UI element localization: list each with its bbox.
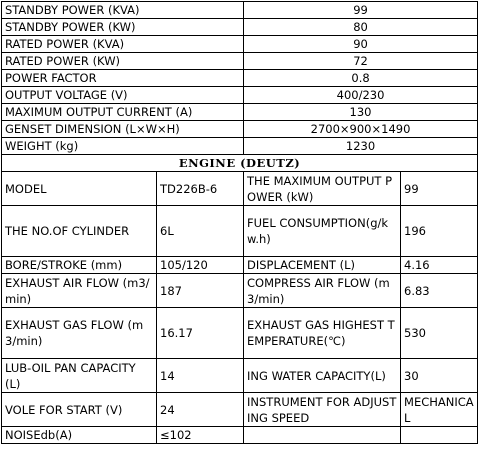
spec-label: STANDBY POWER (KVA)	[2, 2, 244, 19]
engine-value: 99	[401, 172, 478, 206]
engine-row	[2, 206, 478, 257]
engine-label: BORE/STROKE (mm)	[2, 257, 157, 274]
spec-row	[2, 87, 478, 104]
engine-value: 24	[157, 393, 244, 427]
spec-value: 400/230	[244, 87, 478, 104]
spec-label: GENSET DIMENSION (L×W×H)	[2, 121, 244, 138]
engine-row	[2, 359, 478, 393]
engine-row	[2, 257, 478, 274]
spec-value: 72	[244, 53, 478, 70]
engine-row	[2, 427, 478, 444]
engine-value: 530	[401, 308, 478, 359]
spec-value: 130	[244, 104, 478, 121]
engine-label: MODEL	[2, 172, 157, 206]
spec-row	[2, 104, 478, 121]
engine-row	[2, 393, 478, 427]
genset-spec-table	[1, 1, 478, 444]
engine-value: 6L	[157, 206, 244, 257]
spec-value: 1230	[244, 138, 478, 155]
engine-label	[244, 427, 401, 444]
engine-row	[2, 274, 478, 308]
engine-label: FUEL CONSUMPTION(g/kw.h)	[244, 206, 401, 257]
spec-label: WEIGHT (kg)	[2, 138, 244, 155]
engine-label: VOLE FOR START (V)	[2, 393, 157, 427]
engine-value: MECHANICAL	[401, 393, 478, 427]
engine-value: TD226B-6	[157, 172, 244, 206]
spec-row	[2, 138, 478, 155]
engine-value: 196	[401, 206, 478, 257]
engine-value: 105/120	[157, 257, 244, 274]
engine-row	[2, 172, 478, 206]
engine-value: ≤102	[157, 427, 244, 444]
engine-row	[2, 308, 478, 359]
engine-value: 6.83	[401, 274, 478, 308]
spec-row	[2, 53, 478, 70]
spec-label: MAXIMUM OUTPUT CURRENT (A)	[2, 104, 244, 121]
spec-label: OUTPUT VOLTAGE (V)	[2, 87, 244, 104]
spec-label: STANDBY POWER (KW)	[2, 19, 244, 36]
spec-value: 99	[244, 2, 478, 19]
engine-value: 16.17	[157, 308, 244, 359]
spec-label: RATED POWER (KVA)	[2, 36, 244, 53]
spec-value: 80	[244, 19, 478, 36]
engine-label: EXHAUST GAS HIGHEST TEMPERATURE(℃)	[244, 308, 401, 359]
engine-value: 14	[157, 359, 244, 393]
spec-value: 0.8	[244, 70, 478, 87]
engine-label: EXHAUST GAS FLOW (m3/min)	[2, 308, 157, 359]
engine-label: THE MAXIMUM OUTPUT POWER (kW)	[244, 172, 401, 206]
spec-label: RATED POWER (KW)	[2, 53, 244, 70]
engine-label: ING WATER CAPACITY(L)	[244, 359, 401, 393]
engine-label: COMPRESS AIR FLOW (m3/min)	[244, 274, 401, 308]
spec-row	[2, 19, 478, 36]
engine-label: LUB-OIL PAN CAPACITY (L)	[2, 359, 157, 393]
spec-label: POWER FACTOR	[2, 70, 244, 87]
engine-value: 4.16	[401, 257, 478, 274]
engine-label: THE NO.OF CYLINDER	[2, 206, 157, 257]
engine-label: INSTRUMENT FOR ADJUSTING SPEED	[244, 393, 401, 427]
engine-value: 187	[157, 274, 244, 308]
spec-row	[2, 70, 478, 87]
engine-section-header: ENGINE (DEUTZ)	[2, 155, 478, 172]
spec-row	[2, 36, 478, 53]
engine-label: NOISEdb(A)	[2, 427, 157, 444]
engine-label: EXHAUST AIR FLOW (m3/min)	[2, 274, 157, 308]
engine-value	[401, 427, 478, 444]
engine-header-row	[2, 155, 478, 172]
engine-value: 30	[401, 359, 478, 393]
spec-value: 90	[244, 36, 478, 53]
spec-row	[2, 2, 478, 19]
engine-label: DISPLACEMENT (L)	[244, 257, 401, 274]
spec-row	[2, 121, 478, 138]
spec-value: 2700×900×1490	[244, 121, 478, 138]
